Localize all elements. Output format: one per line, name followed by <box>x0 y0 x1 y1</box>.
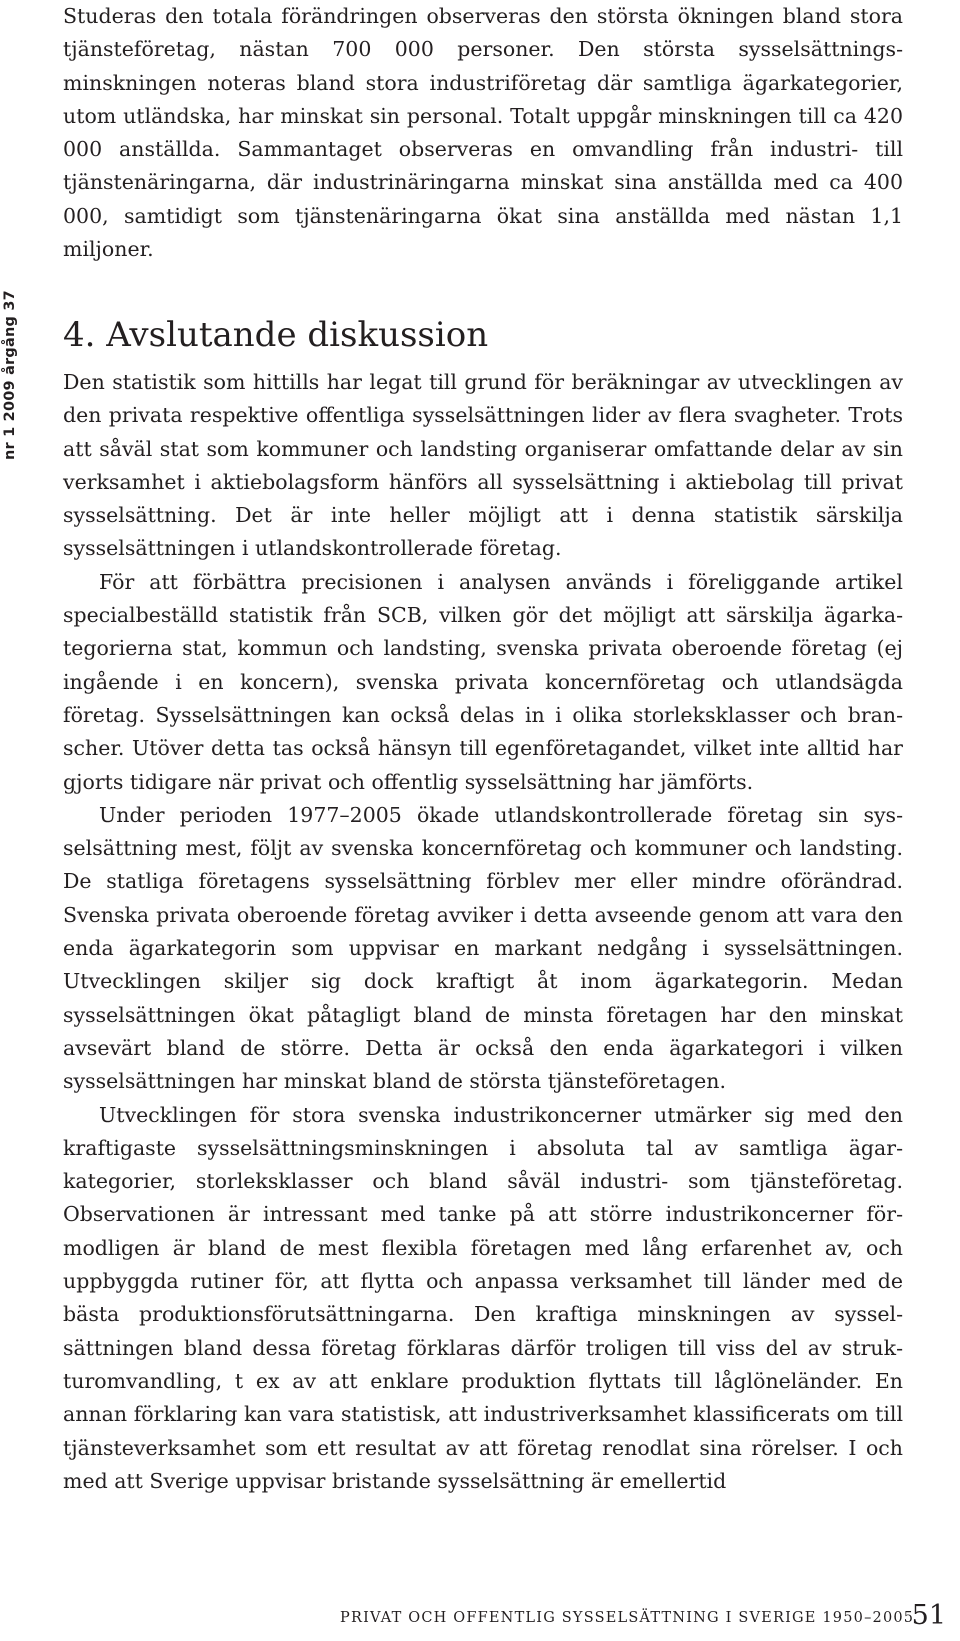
paragraph: Under perioden 1977–2005 ökade utlandskontrollerade företag sin sysselsättning mest, följt av svenska koncernföretag och kommuner och landsting. De statliga företagens sysselsättning förblev mer eller mindre oförändrad. Svenska privata oberoende företag avviker i detta avseende genom att vara den enda ägarkategorin som uppvisar en markant nedgång i sysselsättningen. Utvecklingen skiljer sig dock kraftigt åt inom ägarkategorin. Medan sysselsättningen ökat påtagligt bland de minsta företagen har den minskat avsevärt bland de större. Detta är också den enda ägarkategori i vilken sysselsättningen har minskat bland de största tjänsteföretagen. <box>63 802 903 1094</box>
paragraph: Studeras den totala förändringen observeras den största ökningen bland stora tjänsteföretag, nästan 700 000 personer. Den största sysselsättningsminskningen noteras bland stora industriföretag där samtliga ägarkategorier, utom utländska, har minskat sin personal. Totalt uppgår minskningen till ca 420 000 anställda. Sammantaget observeras en omvandling från industri- till tjänstenäringarna, där industrinäringarna minskat sina anställda med ca 400 000, samtidigt som tjänstenäringarna ökat sina anställda med nästan 1,1 miljoner. <box>63 4 903 262</box>
page-number: 51 <box>911 1600 946 1631</box>
section-heading: 4. Avslutande diskussion <box>63 315 489 355</box>
journal-issue-label: nr 1 2009 årgång 37 <box>2 290 18 460</box>
paragraph: Den statistik som hittills har legat till grund för beräkningar av utvecklingen av den privata respektive offentliga sysselsättningen lider av flera svagheter. Trots att såväl stat som kommuner och landsting organiserar omfattande delar av sin verksamhet i aktiebolagsform hänförs all sysselsättning i aktiebolag till privat sysselsättning. Det är inte heller möjligt att i denna statistik särskilja sysselsättningen i utlandskontrollerade företag. <box>63 370 903 561</box>
section-body <box>63 366 903 1498</box>
paragraph: Utvecklingen för stora svenska industrikoncerner utmärker sig med den kraftigaste sysselsättningsminskningen i absoluta tal av samtliga ägarkategorier, storleksklasser och bland såväl industri- som tjänsteföretag. Observationen är intressant med tanke på att större industrikoncerner förmodligen är bland de mest flexibla företagen med lång erfarenhet av, och uppbyggda rutiner för, att flytta och anpassa verksamhet till länder med de bästa produktionsförutsättningarna. Den kraftiga minskningen av sysselsättningen bland dessa företag förklaras därför troligen till viss del av strukturomvandling, t ex av att enklare produktion flyttats till låglöneländer. En annan förklaring kan vara statistisk, att industriverksamhet klassificerats om till tjänsteverksamhet som ett resultat av att företag renodlat sina rörelser. I och med att Sverige uppvisar bristande sysselsättning är emellertid <box>63 1102 903 1493</box>
page-footer <box>340 1600 950 1636</box>
running-title: PRIVAT OCH OFFENTLIG SYSSELSÄTTNING I SVERIGE 1950–2005 <box>340 1610 915 1626</box>
paragraph: För att förbättra precisionen i analysen används i föreliggande artikel specialbeställd statistik från SCB, vilken gör det möjligt att särskilja ägarkategorierna stat, kommun och landsting, svenska privata oberoende företag (ej ingående i en koncern), svenska privata koncernföretag och utlandsägda företag. Sysselsättningen kan också delas in i olika storleksklasser och branscher. Utöver detta tas också hänsyn till egenföretagandet, vilket inte alltid har gjorts tidigare när privat och offentlig sysselsättning har jämförts. <box>63 569 903 794</box>
